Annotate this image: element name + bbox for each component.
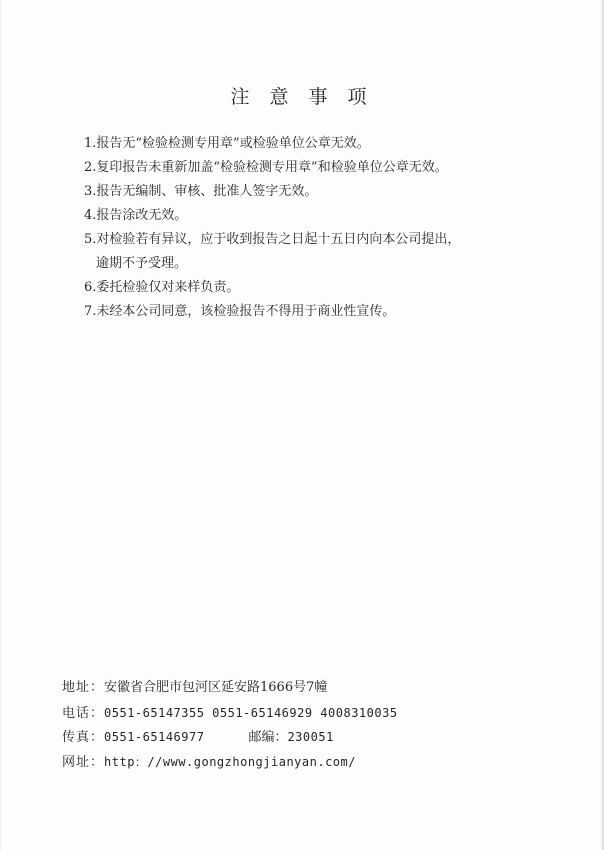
address-row (62, 676, 542, 701)
phone-value: 0551-65147355 0551-65146929 4008310035 (104, 705, 398, 720)
note-text: 1.报告无“检验检测专用章”或检验单位公章无效。 (84, 136, 370, 151)
fax-label: 传真： (62, 730, 105, 745)
note-text: 2.复印报告未重新加盖“检验检测专用章”和检验单位公章无效。 (84, 160, 448, 175)
fax-row (62, 725, 542, 750)
note-item-2 (84, 156, 554, 180)
phone-row (62, 701, 542, 726)
fax-value: 0551-65146977 (104, 730, 205, 744)
address-label: 地址： (62, 680, 105, 695)
note-item-3 (84, 180, 554, 204)
note-item-5 (84, 228, 554, 276)
note-text: 3.报告无编制、审核、批准人签字无效。 (84, 184, 318, 199)
note-text: 6.委托检验仅对来样负责。 (84, 280, 240, 295)
page-title: 注 意 事 项 (230, 86, 374, 108)
note-text: 4.报告涂改无效。 (84, 208, 188, 223)
website-row (62, 750, 542, 775)
note-item-6 (84, 276, 554, 300)
phone-label: 电话： (62, 705, 105, 721)
note-item-1 (84, 132, 554, 156)
note-item-4 (84, 204, 554, 228)
postcode-value: 230051 (287, 730, 334, 744)
contact-block (62, 676, 542, 774)
note-text: 7.未经本公司同意，该检验报告不得用于商业性宣传。 (84, 304, 396, 319)
page-left-edge (0, 0, 1, 850)
note-item-7 (84, 300, 554, 324)
note-continuation: 逾期不予受理。 (96, 256, 188, 271)
postcode-label: 邮编： (248, 730, 288, 745)
address-value: 安徽省合肥市包河区延安路1666号7幢 (104, 680, 328, 695)
note-text: 5.对检验若有异议，应于收到报告之日起十五日内向本公司提出， (84, 232, 461, 247)
website-link[interactable]: http：//www.gongzhongjianyan.com/ (104, 754, 356, 769)
website-label: 网址： (62, 754, 105, 770)
notes-list (84, 132, 554, 324)
